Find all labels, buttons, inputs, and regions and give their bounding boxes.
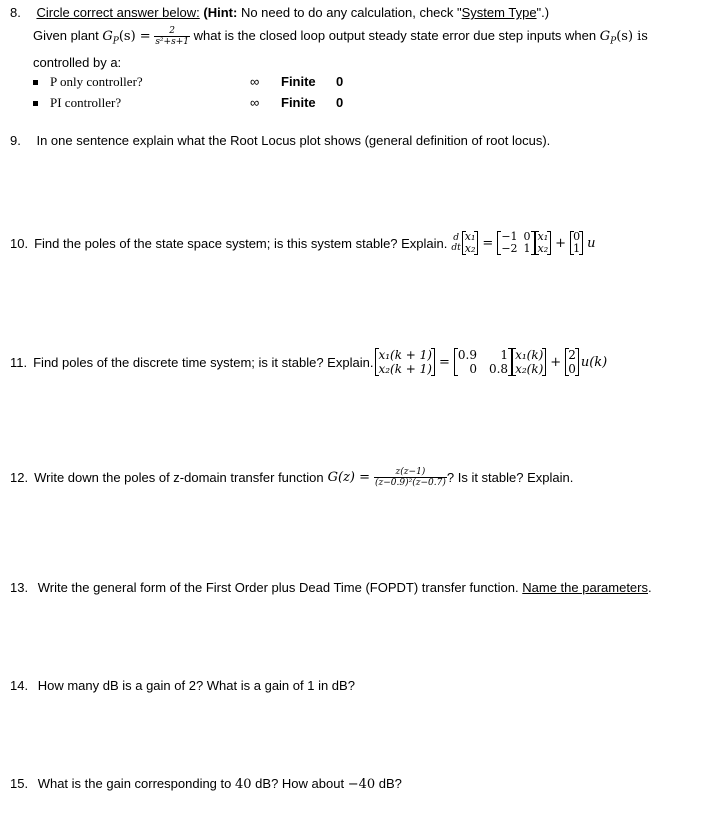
- q11-b-vector: [565, 348, 579, 376]
- q10-eq: =: [482, 235, 494, 251]
- q14-number: 14.: [10, 678, 29, 693]
- q8-hint-link: System Type: [461, 5, 537, 20]
- q10-d: d: [453, 233, 459, 243]
- q8-gp: G: [102, 28, 113, 44]
- q8-option-pi-label: PI controller?: [50, 95, 122, 110]
- q13-number: 13.: [10, 580, 29, 595]
- q10-b1: 0: [573, 230, 581, 243]
- q12-number: 12.: [10, 470, 29, 485]
- q15-v1: 40: [235, 777, 252, 792]
- q11-a-matrix: [454, 348, 512, 376]
- q9-number: 9.: [10, 133, 21, 148]
- q8-option-pi-zero[interactable]: 0: [336, 95, 344, 110]
- q11-number: 11.: [10, 354, 28, 370]
- q11-rhs1: x₁(k): [515, 348, 544, 362]
- q8-question-mid: what is the closed loop output steady state error due step inputs when: [193, 27, 597, 43]
- q8-controlled-by: controlled by a:: [33, 55, 122, 70]
- q11-b2: 0: [568, 362, 576, 376]
- q15-number: 15.: [10, 776, 29, 791]
- q10-a11: −1: [501, 230, 518, 243]
- q8-number: 8.: [10, 5, 21, 20]
- q15-text-a: What is the gain corresponding to: [37, 776, 232, 791]
- q11-a11: 0.9: [457, 348, 477, 362]
- q10-x1-rhs: x₁: [537, 230, 549, 243]
- q8-given: Given plant: [33, 27, 99, 43]
- q8-title: Circle correct answer below:: [36, 5, 200, 20]
- q10-u: u: [587, 235, 596, 251]
- q11-text: Find poles of the discrete time system; is it stable? Explain.: [33, 354, 374, 370]
- q10-a12: 0: [523, 230, 531, 243]
- q11-lhs1: x₁(k + 1): [378, 348, 432, 362]
- q10-number: 10.: [10, 235, 29, 251]
- q8-hint-label: (Hint:: [203, 5, 238, 20]
- q10-a22: 1: [523, 242, 531, 255]
- q11-rhs2: x₂(k): [515, 362, 544, 376]
- q8-gp-arg: (s) =: [118, 28, 151, 44]
- q8-option-p-zero[interactable]: 0: [336, 74, 344, 89]
- q10-state-vector: [462, 231, 479, 255]
- q8-line1: [10, 5, 549, 20]
- q11: [10, 348, 607, 376]
- q10: [10, 231, 595, 255]
- q8-transfer-function: [154, 26, 190, 47]
- q11-lhs2: x₂(k + 1): [378, 362, 432, 376]
- q8-option-p-label: P only controller?: [50, 74, 143, 89]
- q15-text-c: dB?: [378, 776, 402, 791]
- q15-v2: −40: [347, 777, 376, 792]
- q14: [10, 678, 355, 693]
- q13-link: Name the parameters: [522, 580, 648, 595]
- q8-tf-den: s²+s+1: [155, 37, 189, 47]
- q12-tail: ? Is it stable? Explain.: [446, 470, 574, 485]
- q8-hint-end: ".): [536, 5, 550, 20]
- q10-a-matrix: [497, 231, 534, 255]
- q8-gp2: G: [599, 28, 611, 44]
- q10-state-vector-rhs: [535, 231, 552, 255]
- q12-num: z(z−1): [395, 467, 426, 477]
- q10-derivative: [450, 233, 461, 253]
- q14-text: How many dB is a gain of 2? What is a gain of 1 in dB?: [37, 678, 355, 693]
- q13-end: .: [648, 580, 652, 595]
- q15: [10, 776, 402, 792]
- q11-eq: =: [438, 354, 450, 370]
- q10-dt: dt: [451, 243, 461, 253]
- q10-x2: x₂: [464, 242, 476, 255]
- q10-plus: +: [555, 235, 567, 251]
- q9-text: In one sentence explain what the Root Locus plot shows (general definition of root locus).: [36, 133, 551, 148]
- q10-x1: x₁: [464, 230, 476, 243]
- q12-transfer-function: [374, 467, 447, 488]
- q13: [10, 580, 652, 595]
- q8-option-pi-finite[interactable]: Finite: [281, 95, 316, 110]
- bullet-icon: [33, 101, 38, 106]
- q11-b1: 2: [568, 348, 576, 362]
- q11-a21: 0: [469, 362, 477, 376]
- q8-tf-num: 2: [169, 26, 175, 36]
- q9: [10, 133, 550, 148]
- q12-den: (z−0.9)²(z−0.7): [375, 478, 446, 488]
- q10-b-vector: [570, 231, 583, 255]
- q11-lhs-vector: [375, 348, 435, 376]
- q13-text: Write the general form of the First Order plus Dead Time (FOPDT) transfer function.: [37, 580, 519, 595]
- q8-line2: [33, 26, 648, 47]
- q10-b2: 1: [573, 242, 581, 255]
- bullet-icon: [33, 80, 38, 85]
- q15-text-b: dB? How about: [255, 776, 345, 791]
- q11-a22: 0.8: [488, 362, 509, 376]
- q10-x2-rhs: x₂: [537, 242, 549, 255]
- q12: [10, 467, 573, 488]
- q8-hint-text: No need to do any calculation, check ": [240, 5, 462, 20]
- q11-u: u(k): [580, 354, 608, 370]
- q11-plus: +: [550, 354, 562, 370]
- q11-rhs-vector: [512, 348, 546, 376]
- q12-gz: G(z) =: [327, 470, 371, 485]
- q12-text: Write down the poles of z-domain transfer function: [34, 470, 324, 485]
- q8-option-p[interactable]: [33, 74, 143, 90]
- q8-option-p-infinity[interactable]: ∞: [250, 74, 260, 89]
- q8-gp2-arg: (s) is: [616, 28, 648, 44]
- q8-option-p-finite[interactable]: Finite: [281, 74, 316, 89]
- q8-option-pi-infinity[interactable]: ∞: [250, 95, 260, 110]
- q8-gp-sub: P: [112, 36, 119, 47]
- q10-a21: −2: [501, 242, 518, 255]
- q10-text: Find the poles of the state space system; is this system stable? Explain.: [34, 235, 448, 251]
- q8-gp2-sub: P: [610, 36, 617, 47]
- q8-option-pi[interactable]: [33, 95, 121, 111]
- q11-a12: 1: [500, 348, 509, 362]
